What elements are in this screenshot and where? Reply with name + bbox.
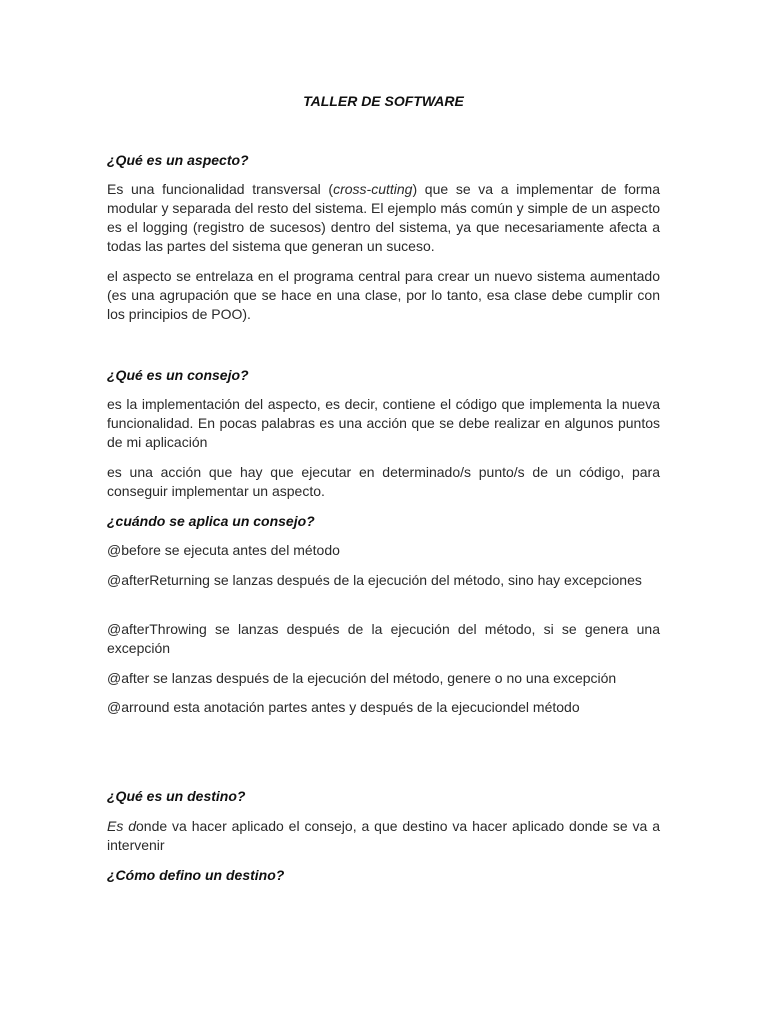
paragraph-aspecto-1-italic: cross-cutting bbox=[333, 181, 413, 197]
list-item-after-throwing: @afterThrowing se lanzas después de la ejecución del método, si se genera una excepción bbox=[107, 621, 660, 656]
heading-cuando: ¿cuándo se aplica un consejo? bbox=[107, 513, 315, 529]
heading-consejo: ¿Qué es un consejo? bbox=[107, 367, 249, 383]
paragraph-destino-1 bbox=[107, 817, 660, 855]
paragraph-destino-1-end: onde va hacer aplicado el consejo, a que destino va hacer aplicado donde se va a intervenir bbox=[107, 818, 660, 853]
list-item-arround: @arround esta anotación partes antes y después de la ejecuciondel método bbox=[107, 699, 580, 715]
paragraph-consejo-1: es la implementación del aspecto, es decir, contiene el código que implementa la nueva funcionalidad. En pocas palabras es una acción que se debe realizar en algunos puntos de mi aplicación bbox=[107, 396, 660, 450]
heading-definir-destino: ¿Cómo defino un destino? bbox=[107, 867, 285, 883]
heading-destino: ¿Qué es un destino? bbox=[107, 788, 246, 804]
heading-aspecto: ¿Qué es un aspecto? bbox=[107, 152, 249, 168]
document-title: TALLER DE SOFTWARE bbox=[303, 93, 464, 109]
list-item-after: @after se lanzas después de la ejecución del método, genere o no una excepción bbox=[107, 670, 617, 686]
paragraph-aspecto-2: el aspecto se entrelaza en el programa central para crear un nuevo sistema aumentado (es una agrupación que se hace en una clase, por lo tanto, esa clase debe cumplir con los principios de POO). bbox=[107, 268, 660, 322]
paragraph-destino-1-italic: Es d bbox=[107, 818, 137, 834]
paragraph-aspecto-1 bbox=[107, 180, 660, 256]
paragraph-consejo-2: es una acción que hay que ejecutar en determinado/s punto/s de un código, para conseguir implementar un aspecto. bbox=[107, 464, 660, 499]
paragraph-aspecto-1-end: ) que se va a implementar de forma modular y separada del resto del sistema. El ejemplo más común y simple de un aspecto es el logging (registro de sucesos) dentro del sistema, ya que necesariamente afecta a todas las partes del sistema que generan un suceso. bbox=[107, 181, 660, 254]
list-item-after-returning: @afterReturning se lanzas después de la ejecución del método, sino hay excepciones bbox=[107, 572, 642, 588]
list-item-before: @before se ejecuta antes del método bbox=[107, 542, 340, 558]
paragraph-aspecto-1-start: Es una funcionalidad transversal ( bbox=[107, 181, 334, 197]
